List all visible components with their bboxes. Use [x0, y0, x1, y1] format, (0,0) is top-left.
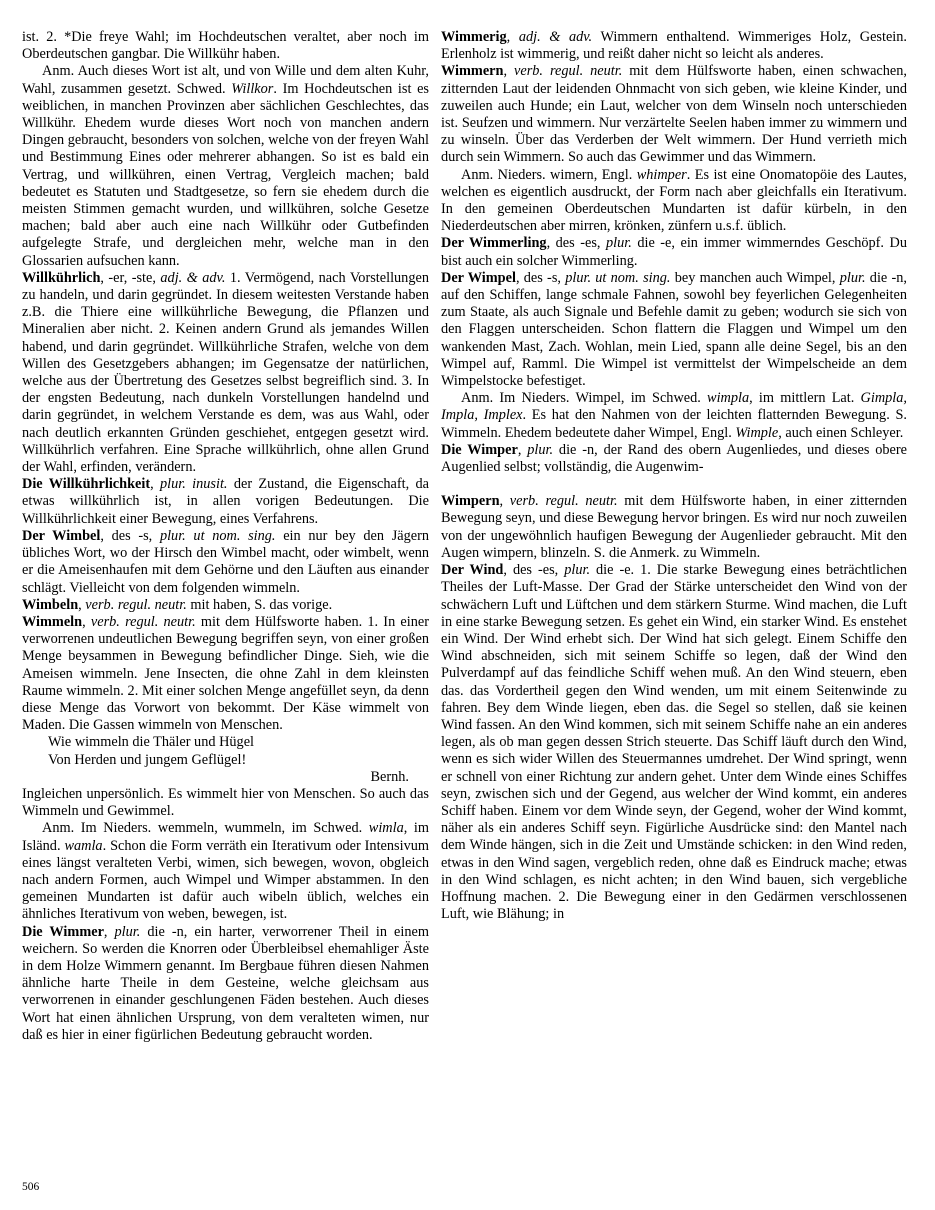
entry-wind: Der Wind, des -es, plur. die -e. 1. Die starke Bewegung eines beträchtlichen Theiles der Luft-Masse. Der Grad der Stärke unterscheidet den Wind von der schwächern Luft und Lüftchen und dem stärkern Sturme. Wind machen, die Luft in eine starke Bewegung setzen. Es gehet ein Wind, ein starker Wind. Es enstehet ein Wind. Der Wind erhebt sich. Der Wind hat sich gelegt. Einem Schiffe den Wind abschneiden, sich mit seinem Schiffe so legen, daß der Wind den Pulverdampf auf das feindliche Schiff wehen muß. An den Wind steuern, eben das. das Vordertheil gegen den Wind wenden, um mit einem Seitenwinde zu fahren. Bey dem Winde liegen, eben das. die Segel so stellen, daß sie keinen Wind fassen. An den Wind kommen, sich mit seinem Schiffe nahe an ein anderes legen, als ob man gegen dessen Strich steuerte. Das Schiff läuft durch den Wind, wenn es sich wider Willen des Steuermannes umdrehet. Der Wind springt, wenn er schnell von einer Richtung zur andern gehet. Unter dem Winde eines Schiffes seyn, zwischen sich und der Gegend, aus welcher der Wind kommt, ein anderes Schiff haben. Einem vor dem Winde seyn, der Gegend, woher der Wind kommt, näher als ein anderes Schiff seyn. Figürliche Ausdrücke sind: den Mantel nach dem Winde hängen, sich in die Zeit und Umstände schicken: in den Wind reden, etwas in den Wind sagen, vergeblich reden, ohne daß es Eindruck mache; etwas in den Wind schlagen, es nicht achten; in den Wind bauen, sich vergebliche Hoffnung machen. 2. Die Bewegung einer in den Gedärmen verschlossenen Luft, wie Blähung; in [441, 562, 907, 923]
anm-wimmern: Anm. Nieders. wimern, Engl. whimper. Es ist eine Onomatopöie des Lautes, welchen es eigentlich ausdruckt, der Form nach aber gleichfalls ein Iterativum. In den gemeinen Oberdeutschen Mundarten ist dafür kürbeln, in den Niederdeutschen aber mirren, krönken, zünfern u.s.f. üblich. [441, 166, 908, 235]
entry-wimmern: Wimmern, verb. regul. neutr. mit dem Hülfsworte haben, einen schwachen, zitternden Laut der leidenden Ohnmacht von sich geben, wie kleine Kinder, und zuweilen auch Hunde; ein Laut, welcher von dem Winseln noch unterschieden ist. Seufzen und wimmern. Nur verzärtelte Seelen haben immer zu wimmern und zu winseln. Über das Verderben der Welt wimmern. Der Hund verrieth mich durch sein Wimmern. So auch das Gewimmer und das Wimmern. [441, 63, 907, 166]
anm-wimmeln: Anm. Im Nieders. wemmeln, wummeln, im Schwed. wimla, im Isländ. wamla. Schon die Form verräth ein Iterativum oder Intensivum eines längst veralteten Verbi, wimen, sich bewegen, wovon, obgleich nach andern Formen, auch Wimpel und Wimper abstammen. In den gemeinen Mundarten ist dafür auch wibeln üblich, welches ein ähnliches Iterativum von weben, bewegen, ist. [22, 820, 429, 923]
entry-wimbel: Der Wimbel, des -s, plur. ut nom. sing. ein nur bey den Jägern übliches Wort, wo der Hirsch den Wimbel macht, oder wimbelt, wenn er die Ameisenhaufen mit dem Gehörne und den Läuften aus einander schlägt. Vielleicht von dem folgenden wimmeln. [22, 527, 430, 596]
entry-wimmerig: Wimmerig, adj. & adv. Wimmern enthaltend. Wimmeriges Holz, Gestein. Erlenholz ist wimmerig, und reißt daher nicht so leicht als anderes. [441, 29, 907, 63]
verse-attribution: Bernh. [370, 768, 409, 785]
entry-willkuehrlichkeit: Die Willkührlichkeit, plur. inusit. der Zustand, die Eigenschaft, da etwas willkührlich ist, in allen vorigen Bedeutungen. Die Willkührlichkeit einer Bewegung, eines Verfahrens. [22, 476, 429, 527]
verse-line-2: Von Herden und jungem Geflügel! [48, 751, 247, 768]
verse-line-1: Wie wimmeln die Thäler und Hügel [48, 734, 255, 751]
entry-willkuehrlich: Willkührlich, -er, -ste, adj. & adv. 1. Vermögend, nach Vorstellungen zu handeln, und darin gegründet. In diesem weitesten Verstande haben z.B. die Thiere eine willkührliche Bewegung, die Pflanzen und Mineralien aber nicht. 2. Keinen andern Grund als jemandes Willen habend, und darin gegründet. Willkührliche Strafen, welche von dem Willen des Gesetzgebers abhangen; im Gegensatze der natürlichen, welche aus der Übertretung des Gesetzes selbst begreiflich sind. 3. In der engsten Bedeutung, nach dunkeln Vorstellungen handelnd und darin gegründet, in welchem Verstande es dem, was aus Wahl, oder nach deutlich erkannten Gründen geschiehet, entgegen gesetzt wird. Willkührlich verfahren. Eine Sprache willkührlich, ohne allen Grund der Wahl, erfinden, verändern. [22, 269, 429, 476]
page-number: 506 [22, 1181, 40, 1193]
continuation-wimmeln: Ingleichen unpersönlich. Es wimmelt hier von Menschen. So auch das Wimmeln und Gewimmel. [22, 785, 429, 820]
entry-wimmer: Die Wimmer, plur. die -n, ein harter, verworrener Theil in einem weichern. So werden die Knorren oder Überbleibsel ehemahliger Äste in dem Holze Wimmern genannt. Im Bergbaue führen diesen Nahmen ähnliche harte Theile in dem Gesteine, welche gleichsam aus verworrenen in einander geschlungenen Fäden bestehen. Auch dieses Wort hat einen ähnlichen Ursprung, von dem veralteten wimen, nur daß es hier in einer figürlichen Bedeutung gebraucht worden. [22, 923, 429, 1043]
entry-wimmeln: Wimmeln, verb. regul. neutr. mit dem Hülfsworte haben. 1. In einer verworrenen undeutlichen Bewegung begriffen seyn, von einer großen Menge beysammen in Bewegung befindlicher Dinge. Sieh, wie die Ameisen wimmeln. Jene Insecten, die ohne Zahl in dem kleinsten Raume wimmeln. 2. Mit einer solchen Menge angefüllet seyn, da denn diese Menge das Vorwort von bekommt. Der Käse wimmelt von Maden. Die Gassen wimmeln von Menschen. [22, 613, 429, 734]
anm-wimpel: Anm. Im Nieders. Wimpel, im Schwed. wimpla, im mittlern Lat. Gimpla, Impla, Implex. Es hat den Nahmen von der leichten flatternden Bewegung. S. Wimmeln. Ehedem bedeutete daher Wimpel, Engl. Wimple, auch einen Schleyer. [441, 390, 907, 441]
left-column [22, 29, 429, 1044]
entry-wimpern: Wimpern, verb. regul. neutr. mit dem Hülfsworte haben, in einer zitternden Bewegung seyn, und diese Bewegung hervor bringen. Es wird nur noch zuweilen von der ungewöhnlich haufigen Bewegung der Augenlieder gebraucht. Mit den Augen wimpern, blinzeln. S. die Anmerk. zu Wimmeln. [441, 493, 907, 561]
entry-wimpel: Der Wimpel, des -s, plur. ut nom. sing. bey manchen auch Wimpel, plur. die -n, auf den Schiffen, lange schmale Fahnen, sowohl bey feyerlichen Gelegenheiten zum Staate, als auch Signale und Befehle damit zu geben; wodurch sie sich von den Flaggen unterscheiden. Schon flattern die Flaggen und Wimpel um den wankenden Mast, Zach. Wohlan, mein Lied, spann alle deine Segel, bis an den Wimpel auf, Ramml. Die Wimpel ist vermittelst der Wimpelscheide an dem Wimpelstocke befestiget. [441, 269, 907, 390]
anm-willkuehr: Anm. Auch dieses Wort ist alt, und von Wille und dem alten Kuhr, Wahl, zusammen gesetzt. Schwed. Willkor. Im Hochdeutschen ist es weiblichen, in manchen Provinzen aber sächlichen Geschlechtes, das Willkühr. Ehedem wurde dieses Wort noch von manchen andern Dingen gebraucht, besonders von solchen, welche von der freyen Wahl und Bestimmung Eines oder mehrerer abhangen. So ist es bald ein Vertrag, und willkühren, einen Vertrag, Vergleich machen; bald bedeutet es Statuten und Stadtgesetze, so fern sie ehedem durch die meisten Stimmen gemacht wurden, und willkühren, solche Gesetze machen; bald aber auch eine nach Willkühr oder Gutbefinden aufgelegte Strafe, und dergleichen mehr, welche man in den Glossarien aufsuchen kann. [22, 63, 429, 269]
entry-wimmerling: Der Wimmerling, des -es, plur. die -e, ein immer wimmerndes Geschöpf. Du bist auch ein solcher Wimmerling. [441, 235, 907, 269]
right-column [441, 29, 907, 1044]
entry-wimper: Die Wimper, plur. die -n, der Rand des obern Augenliedes, und dieses obere Augenlied selbst; vollständig, die Augenwim- [441, 441, 907, 476]
continuation-willkuehr: ist. 2. *Die freye Wahl; im Hochdeutschen veraltet, aber noch im Oberdeutschen gangbar. Die Willkühr haben. [22, 29, 429, 63]
entry-wimbeln: Wimbeln, verb. regul. neutr. mit haben, S. das vorige. [22, 596, 333, 613]
